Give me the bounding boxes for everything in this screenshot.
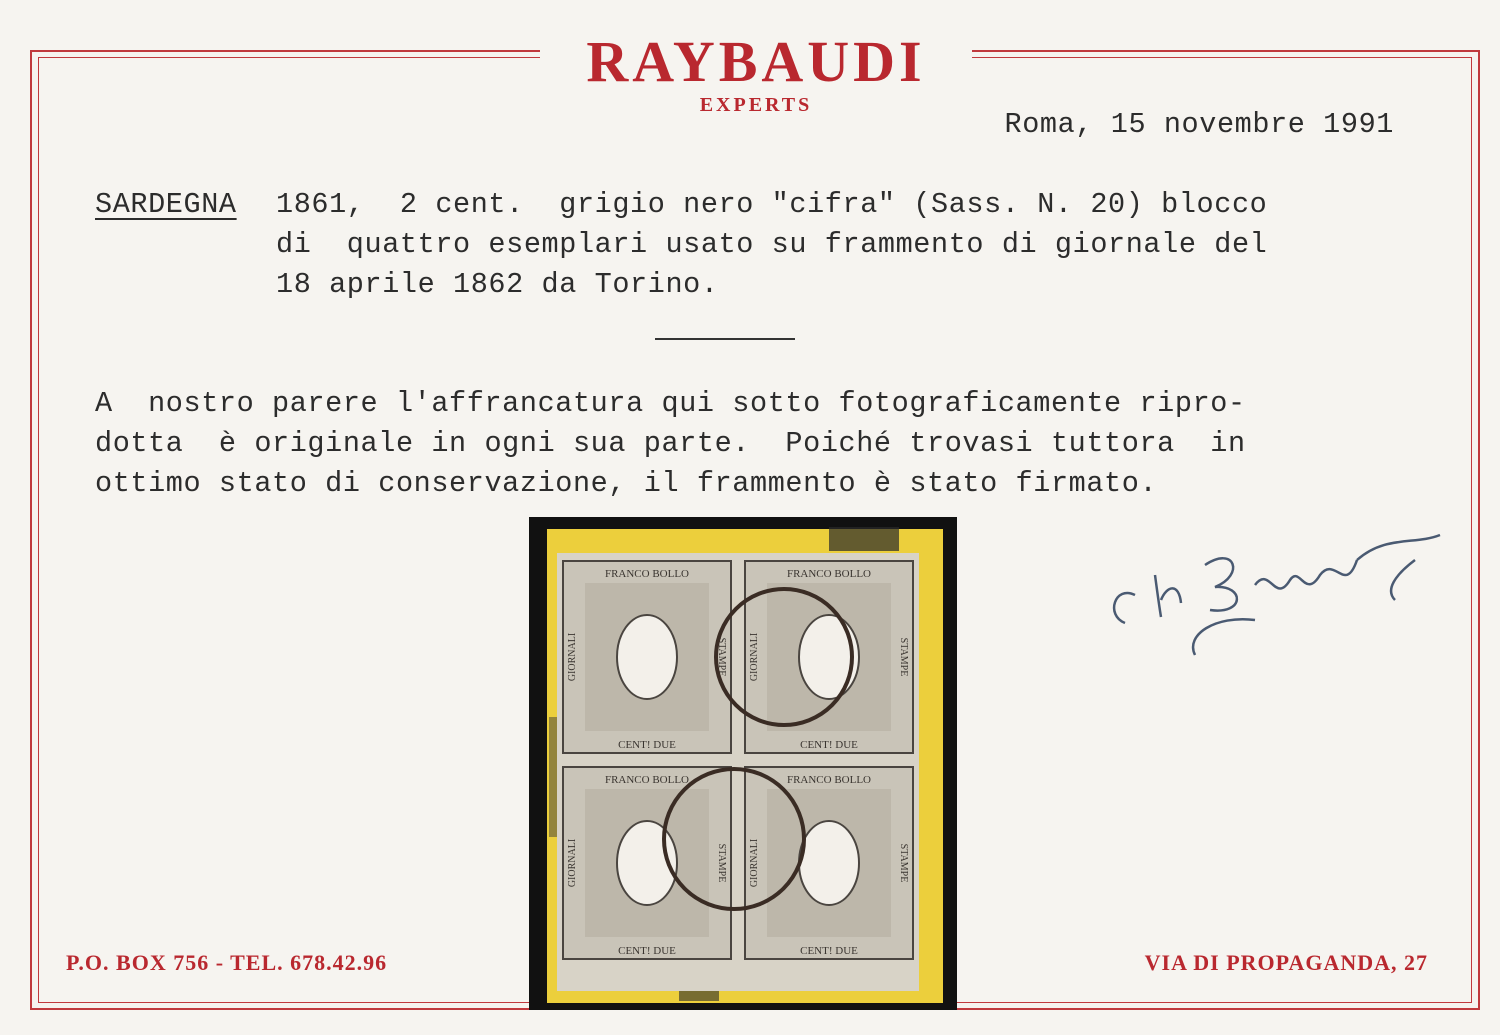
stamp-top-text: FRANCO BOLLO — [786, 568, 872, 580]
stamp-embossed-head — [799, 821, 859, 905]
stamp-block-photo — [529, 517, 957, 1010]
stamp-bottom-text: CENT! DUE — [800, 945, 858, 957]
brand-name: RAYBAUDI — [586, 29, 926, 94]
subject-label: SARDEGNA — [95, 188, 237, 221]
subject-description: 1861, 2 cent. grigio nero "cifra" (Sass. N. 20) blocco di quattro esemplari usato su frammento di giornale del 18 aprile 1862 da Torino. — [276, 188, 1268, 301]
stamp-bottom-text: CENT! DUE — [800, 739, 858, 751]
brand-header — [540, 22, 972, 118]
footer-contact: P.O. BOX 756 - TEL. 678.42.96 — [66, 950, 388, 975]
expert-signature — [1095, 505, 1455, 665]
footer-address: VIA DI PROPAGANDA, 27 — [1144, 950, 1428, 975]
stamp-side-left-text: GIORNALI — [567, 632, 578, 682]
stamp-side-right-text: STAMPE — [898, 637, 909, 677]
stamp-side-right-text: STAMPE — [716, 637, 727, 677]
stamp-bottom-text: CENT! DUE — [618, 945, 676, 957]
stamp-side-left-text: GIORNALI — [567, 838, 578, 888]
stamp-4 — [745, 767, 913, 959]
stamp-embossed-head — [617, 615, 677, 699]
stamp-side-right-text: STAMPE — [716, 843, 727, 883]
stamp-1 — [563, 561, 731, 753]
stamp-side-left-text: GIORNALI — [749, 838, 760, 888]
section-divider — [655, 338, 795, 340]
stamp-side-right-text: STAMPE — [898, 843, 909, 883]
stamp-top-text: FRANCO BOLLO — [786, 774, 872, 786]
certificate-date: Roma, 15 novembre 1991 — [1004, 108, 1394, 141]
brand-subtitle: EXPERTS — [699, 94, 813, 116]
stamp-side-left-text: GIORNALI — [749, 632, 760, 682]
stamp-top-text: FRANCO BOLLO — [604, 774, 690, 786]
stamp-3 — [563, 767, 731, 959]
stamp-bottom-text: CENT! DUE — [618, 739, 676, 751]
expert-opinion: A nostro parere l'affrancatura qui sotto fotograficamente ripro- dotta è originale in ogni sua parte. Poiché trovasi tuttora in ottimo stato di conservazione, il frammento è stato firmato. — [95, 387, 1246, 500]
stamp-top-text: FRANCO BOLLO — [604, 568, 690, 580]
